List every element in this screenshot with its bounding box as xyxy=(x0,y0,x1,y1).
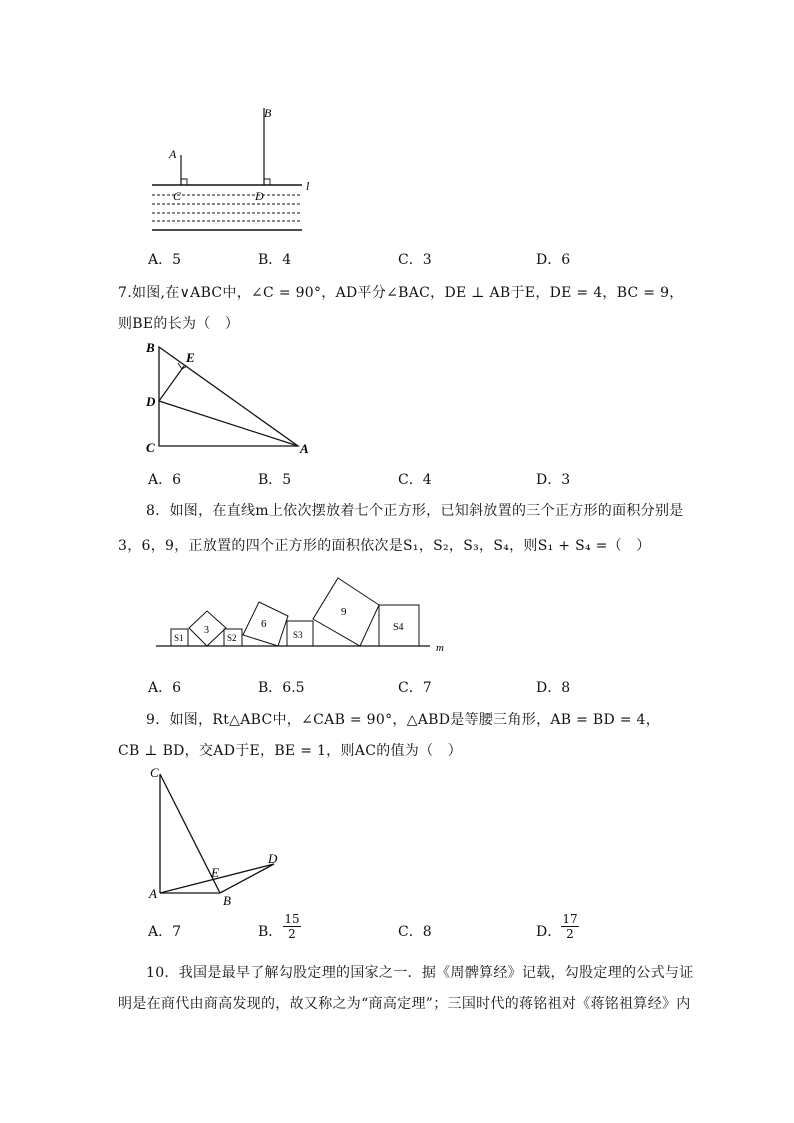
q8-text-line2: 3，6，9，正放置的四个正方形的面积依次是S₁，S₂，S₃，S₄，则S₁ + S₄ =（ ） xyxy=(118,538,651,554)
label-d: D xyxy=(146,394,156,409)
fraction-denominator: 2 xyxy=(566,927,574,941)
q10-text-line1: 10．我国是最早了解勾股定理的国家之一．据《周髀算经》记载，勾股定理的公式与证 xyxy=(146,965,694,981)
option-b[interactable]: B．6.5 xyxy=(258,680,305,696)
option-b-fraction xyxy=(283,912,301,941)
option-a[interactable]: A．6 xyxy=(148,680,182,696)
option-d[interactable]: D．3 xyxy=(536,472,571,488)
label-area-3: 3 xyxy=(204,625,209,636)
fraction-numerator: 17 xyxy=(562,912,578,926)
label-s2: S2 xyxy=(227,633,237,643)
label-b: B xyxy=(223,893,231,908)
option-b[interactable]: B．4 xyxy=(258,252,292,268)
label-s3: S3 xyxy=(293,630,303,640)
label-e: E xyxy=(186,350,195,365)
option-b[interactable]: B．5 xyxy=(258,472,292,488)
option-c[interactable]: C．3 xyxy=(398,252,432,268)
label-c: C xyxy=(146,440,155,455)
label-d: D xyxy=(268,851,278,866)
label-c: C xyxy=(150,765,159,780)
label-a: A xyxy=(300,441,309,456)
option-a[interactable]: A．6 xyxy=(148,472,182,488)
label-s1: S1 xyxy=(174,633,184,643)
option-d[interactable]: D．6 xyxy=(536,252,571,268)
label-d: D xyxy=(255,189,264,203)
option-a[interactable]: A．7 xyxy=(148,924,182,940)
q8-text-line1: 8．如图，在直线m上依次摆放着七个正方形，已知斜放置的三个正方形的面积分别是 xyxy=(146,503,684,519)
label-area-6: 6 xyxy=(261,618,267,630)
option-d-fraction xyxy=(561,912,579,941)
q8-figure xyxy=(150,572,460,654)
label-a: A xyxy=(169,147,177,161)
q7-text-line1: 7.如图,在∨ABC中，∠C = 90°，AD平分∠BAC，DE ⊥ AB于E，DE = 4，BC = 9， xyxy=(118,285,684,301)
q9-text-line2: CB ⊥ BD，交AD于E，BE = 1，则AC的值为（ ） xyxy=(118,743,463,759)
option-d[interactable]: D．8 xyxy=(536,680,571,696)
option-c[interactable]: C．7 xyxy=(398,680,432,696)
option-d[interactable]: D． xyxy=(536,924,562,940)
label-b: B xyxy=(264,106,272,120)
label-e: E xyxy=(211,865,219,880)
label-c: C xyxy=(173,189,182,203)
fraction-denominator: 2 xyxy=(288,927,296,941)
q10-text-line2: 明是在商代由商高发现的，故又称之为“商高定理”；三国时代的蒋铭祖对《蒋铭祖算经》内 xyxy=(118,996,691,1012)
label-s4: S4 xyxy=(393,622,404,633)
label-l: l xyxy=(306,179,310,193)
option-c[interactable]: C．8 xyxy=(398,924,432,940)
q9-figure xyxy=(140,760,290,908)
option-a[interactable]: A．5 xyxy=(148,252,182,268)
q9-text-line1: 9．如图，Rt△ABC中，∠CAB = 90°，△ABD是等腰三角形，AB = BD = 4， xyxy=(146,712,661,728)
label-m: m xyxy=(436,642,444,654)
option-c[interactable]: C．4 xyxy=(398,472,432,488)
q7-text-line2: 则BE的长为（ ） xyxy=(118,316,240,332)
label-area-9: 9 xyxy=(341,606,347,618)
q6-figure xyxy=(140,100,320,235)
option-b[interactable]: B． xyxy=(258,924,283,940)
fraction-numerator: 15 xyxy=(284,912,300,926)
label-b: B xyxy=(146,340,155,355)
q7-figure xyxy=(140,336,320,458)
label-a: A xyxy=(149,886,157,901)
